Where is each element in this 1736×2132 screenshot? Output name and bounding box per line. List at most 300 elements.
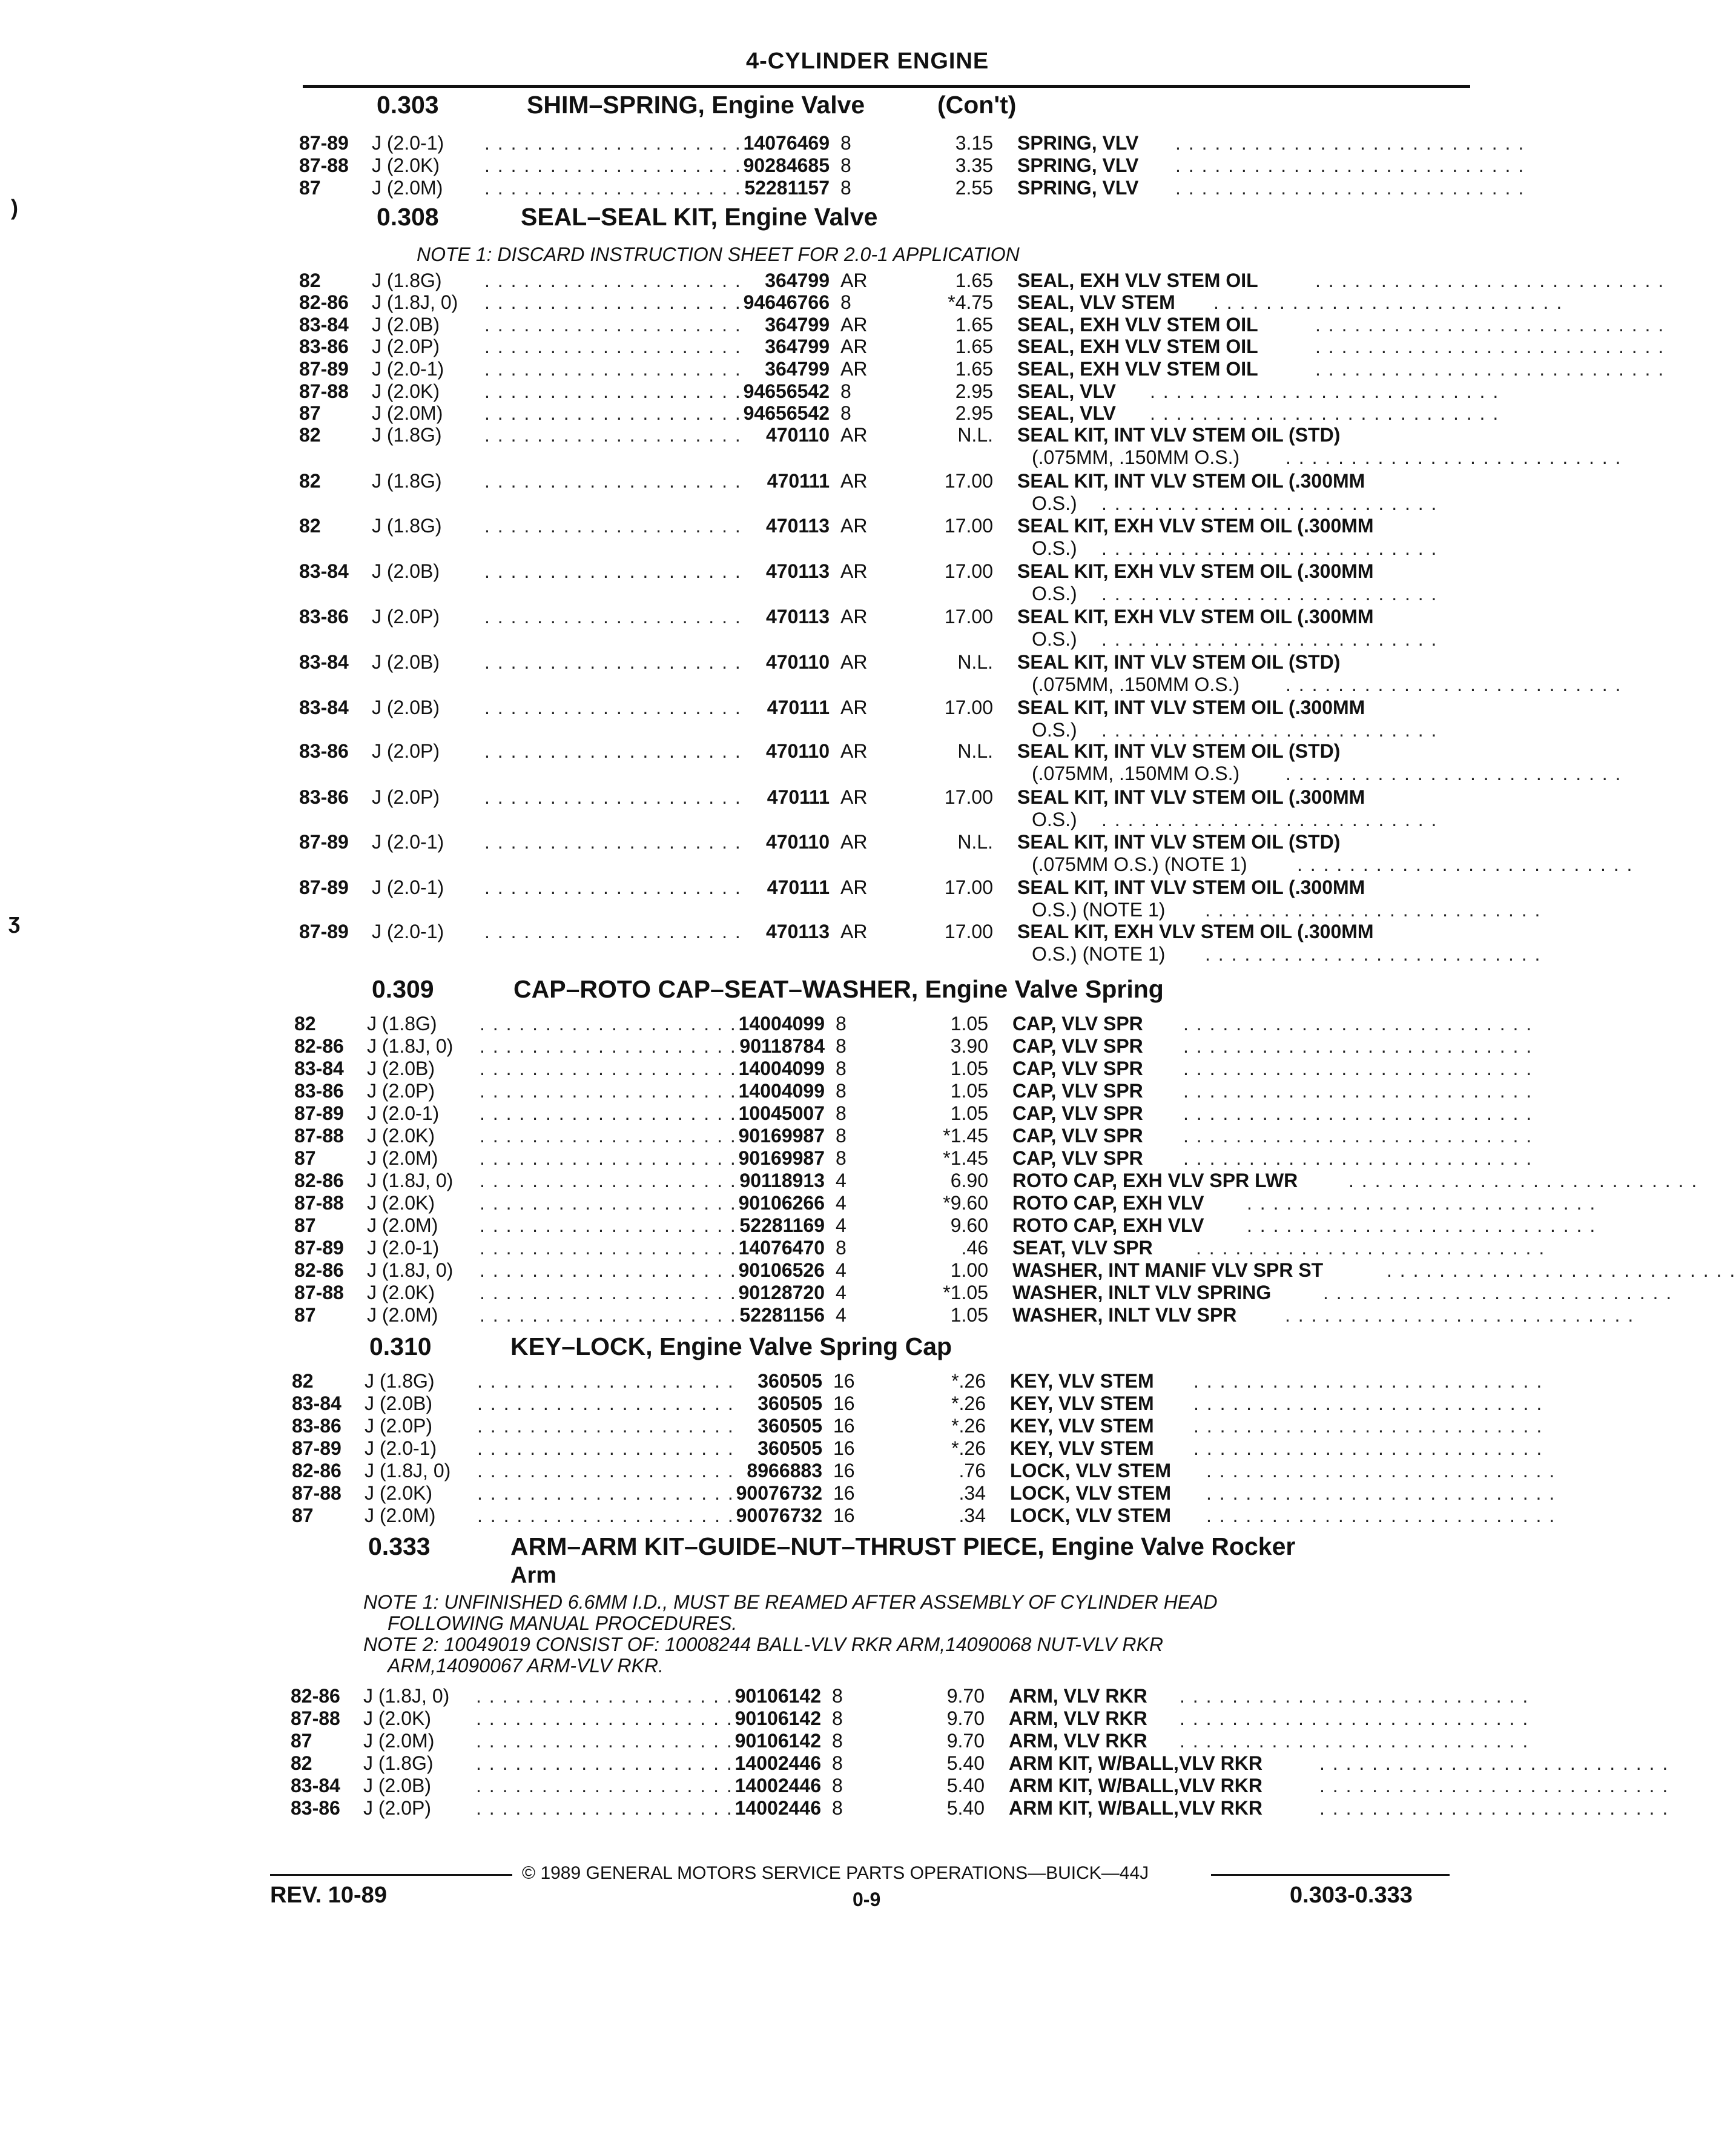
model-year: 87: [291, 1730, 312, 1752]
dot-leader: . . . . . . . . . . . . . . . . . . . .: [480, 1192, 737, 1214]
part-description: SEAL KIT, EXH VLV STEM OIL (.300MM: [1017, 921, 1374, 942]
dot-leader: . . . . . . . . . . . . . . . . . . . . . . . . . .: [1101, 583, 1438, 604]
description-continuation: O.S.): [1032, 809, 1077, 830]
part-description: SEAL, EXH VLV STEM OIL: [1017, 314, 1258, 336]
dot-leader: . . . . . . . . . . . . . . . . . . . .: [484, 132, 742, 154]
part-number: 94646766: [743, 291, 830, 313]
part-description: SEAL, VLV: [1017, 402, 1116, 424]
table-row: [0, 1237, 1546, 1259]
table-row: [0, 424, 1531, 446]
dot-leader: . . . . . . . . . . . . . . . . . . . .: [480, 1013, 737, 1035]
dot-leader: . . . . . . . . . . . . . . . . . . . . . . . . . . .: [1247, 1214, 1597, 1236]
part-number: 360505: [757, 1437, 822, 1459]
dot-leader: . . . . . . . . . . . . . . . . . . . .: [484, 402, 742, 424]
dot-leader: . . . . . . . . . . . . . . . . . . . .: [477, 1415, 734, 1437]
quantity: AR: [840, 336, 868, 357]
part-number: 52281157: [744, 177, 830, 199]
description-continuation: O.S.): [1032, 719, 1077, 741]
unit-price: 9.60: [950, 1214, 988, 1236]
section-title-suffix: (Con't): [937, 91, 1017, 119]
description-continuation: O.S.): [1032, 537, 1077, 559]
quantity: AR: [840, 560, 868, 582]
table-row: [0, 1147, 1531, 1170]
unit-price: 1.05: [950, 1304, 988, 1326]
part-number: 470111: [767, 470, 830, 492]
unit-price: 17.00: [944, 921, 993, 942]
dot-leader: . . . . . . . . . . . . . . . . . . . . . . . . . .: [1285, 763, 1622, 784]
model-year: 83-84: [299, 697, 349, 718]
dot-leader: . . . . . . . . . . . . . . . . . . . .: [484, 291, 742, 313]
dot-leader: . . . . . . . . . . . . . . . . . . . . . . . . . . .: [1175, 177, 1525, 199]
part-description: SPRING, VLV: [1017, 154, 1139, 176]
table-row: [0, 1125, 1531, 1147]
quantity: AR: [840, 740, 868, 762]
part-number: 14002446: [734, 1797, 821, 1819]
table-row: [0, 402, 1531, 425]
part-description: LOCK, VLV STEM: [1010, 1482, 1172, 1504]
unit-price: *4.75: [948, 291, 993, 313]
dot-leader: . . . . . . . . . . . . . . . . . . . . . . . . . . .: [1183, 1080, 1533, 1102]
unit-price: .76: [959, 1460, 986, 1481]
part-number: 90106526: [738, 1259, 825, 1281]
model-year: 87-89: [299, 831, 349, 853]
model-year: 87-89: [299, 132, 349, 154]
quantity: AR: [840, 921, 868, 942]
part-number: 90076732: [736, 1482, 822, 1504]
section-title: ARM–ARM KIT–GUIDE–NUT–THRUST PIECE, Engine Valve Rocker: [510, 1532, 1296, 1560]
model-year: 82-86: [294, 1259, 344, 1281]
section-number: 0.309: [372, 975, 434, 1003]
application: J (2.0K): [367, 1282, 435, 1303]
part-number: 94656542: [743, 380, 830, 402]
unit-price: 9.70: [946, 1685, 985, 1707]
model-year: 87-89: [292, 1437, 342, 1459]
application: J (2.0K): [372, 380, 440, 402]
application: J (2.0K): [367, 1125, 435, 1147]
section-note: NOTE 2: 10049019 CONSIST OF: 10008244 BALL-VLV RKR ARM,14090068 NUT-VLV RKR: [363, 1634, 1163, 1655]
part-description: KEY, VLV STEM: [1010, 1392, 1154, 1414]
unit-price: 9.70: [946, 1707, 985, 1729]
model-year: 87: [292, 1505, 314, 1526]
model-year: 87: [299, 177, 321, 199]
application: J (2.0-1): [365, 1437, 437, 1459]
model-year: 82: [299, 270, 321, 291]
part-number: 470113: [765, 515, 830, 537]
section-title: CAP–ROTO CAP–SEAT–WASHER, Engine Valve Spring: [513, 975, 1164, 1003]
unit-price: 1.65: [955, 358, 993, 380]
description-continuation: O.S.): [1032, 583, 1077, 604]
section-number: 0.310: [369, 1332, 432, 1360]
quantity: AR: [840, 831, 868, 853]
unit-price: 3.90: [950, 1035, 988, 1057]
unit-price: 1.05: [950, 1058, 988, 1079]
dot-leader: . . . . . . . . . . . . . . . . . . . .: [480, 1304, 737, 1326]
application: J (2.0M): [365, 1505, 436, 1526]
model-year: 87-89: [299, 876, 349, 898]
dot-leader: . . . . . . . . . . . . . . . . . . . .: [480, 1282, 737, 1303]
application: J (2.0B): [372, 697, 440, 718]
unit-price: 3.15: [955, 132, 993, 154]
dot-leader: . . . . . . . . . . . . . . . . . . . . . . . . . . .: [1183, 1035, 1533, 1057]
dot-leader: . . . . . . . . . . . . . . . . . . . . . . . . . . .: [1196, 1237, 1546, 1259]
table-row: [0, 470, 1531, 492]
unit-price: 2.95: [955, 402, 993, 424]
part-description: ROTO CAP, EXH VLV SPR LWR: [1012, 1170, 1298, 1191]
dot-leader: . . . . . . . . . . . . . . . . . . . .: [476, 1775, 733, 1796]
table-row: [0, 651, 1531, 674]
description-continuation: O.S.) (NOTE 1): [1032, 943, 1166, 965]
dot-leader: . . . . . . . . . . . . . . . . . . . . . . . . . . .: [1180, 1730, 1530, 1752]
dot-leader: . . . . . . . . . . . . . . . . . . . .: [484, 424, 742, 446]
dot-leader: . . . . . . . . . . . . . . . . . . . .: [484, 270, 742, 291]
section-number: 0.333: [368, 1532, 431, 1560]
dot-leader: . . . . . . . . . . . . . . . . . . . . . . . . . .: [1101, 809, 1438, 830]
model-year: 83-84: [299, 560, 349, 582]
unit-price: 1.65: [955, 270, 993, 291]
quantity: 8: [836, 1102, 847, 1124]
model-year: 83-86: [299, 740, 349, 762]
section-note: NOTE 1: UNFINISHED 6.6MM I.D., MUST BE REAMED AFTER ASSEMBLY OF CYLINDER HEAD: [363, 1591, 1218, 1613]
application: J (2.0M): [367, 1214, 438, 1236]
quantity: 16: [833, 1482, 855, 1504]
dot-leader: . . . . . . . . . . . . . . . . . . . . . . . . . .: [1101, 719, 1438, 741]
section-number: 0.308: [377, 203, 439, 231]
part-description: WASHER, INT MANIF VLV SPR ST: [1012, 1259, 1324, 1281]
part-number: 470110: [765, 651, 830, 673]
description-continuation: (.075MM O.S.) (NOTE 1): [1032, 853, 1247, 875]
table-row: [0, 740, 1531, 763]
model-year: 83-86: [294, 1080, 344, 1102]
table-row: [0, 1013, 1531, 1035]
dot-leader: . . . . . . . . . . . . . . . . . . . .: [484, 515, 742, 537]
model-year: 87-88: [299, 154, 349, 176]
application: J (2.0M): [367, 1147, 438, 1169]
dot-leader: . . . . . . . . . . . . . . . . . . . .: [477, 1370, 734, 1392]
dot-leader: . . . . . . . . . . . . . . . . . . . .: [484, 697, 742, 718]
dot-leader: . . . . . . . . . . . . . . . . . . . .: [476, 1797, 733, 1819]
footer-rule-right: [1211, 1874, 1450, 1876]
application: J (1.8G): [367, 1013, 437, 1035]
dot-leader: . . . . . . . . . . . . . . . . . . . .: [480, 1259, 737, 1281]
dot-leader: . . . . . . . . . . . . . . . . . . . .: [480, 1214, 737, 1236]
table-row: [0, 1482, 1556, 1505]
quantity: 8: [840, 291, 851, 313]
part-description: SEAL KIT, INT VLV STEM OIL (.300MM: [1017, 876, 1365, 898]
unit-price: *9.60: [943, 1192, 988, 1214]
part-number: 90076732: [736, 1505, 822, 1526]
table-row: [0, 1214, 1597, 1237]
table-row: [0, 1259, 1736, 1282]
part-description: KEY, VLV STEM: [1010, 1370, 1154, 1392]
dot-leader: . . . . . . . . . . . . . . . . . . . . . . . . . .: [1101, 537, 1438, 559]
part-number: 14004099: [738, 1058, 825, 1079]
dot-leader: . . . . . . . . . . . . . . . . . . . . . . . . . . .: [1315, 270, 1665, 291]
application: J (1.8J, 0): [367, 1170, 454, 1191]
dot-leader: . . . . . . . . . . . . . . . . . . . . . . . . . . .: [1315, 336, 1665, 357]
part-description: CAP, VLV SPR: [1012, 1147, 1143, 1169]
table-row: [0, 876, 1531, 899]
model-year: 87-89: [294, 1102, 344, 1124]
dot-leader: . . . . . . . . . . . . . . . . . . . .: [476, 1752, 733, 1774]
quantity: AR: [840, 876, 868, 898]
quantity: 8: [836, 1125, 847, 1147]
application: J (2.0K): [372, 154, 440, 176]
unit-price: .34: [959, 1505, 986, 1526]
application: J (2.0B): [372, 651, 440, 673]
part-description: CAP, VLV SPR: [1012, 1013, 1143, 1035]
dot-leader: . . . . . . . . . . . . . . . . . . . .: [484, 606, 742, 627]
part-number: 364799: [765, 270, 830, 291]
unit-price: 17.00: [944, 876, 993, 898]
part-number: 470111: [767, 786, 830, 808]
part-number: 8966883: [747, 1460, 822, 1481]
application: J (2.0M): [372, 177, 443, 199]
dot-leader: . . . . . . . . . . . . . . . . . . . . . . . . . . .: [1319, 1775, 1669, 1796]
quantity: AR: [840, 786, 868, 808]
unit-price: *1.45: [943, 1125, 988, 1147]
application: J (2.0P): [363, 1797, 432, 1819]
quantity: 8: [836, 1058, 847, 1079]
model-year: 87-89: [299, 358, 349, 380]
part-number: 470111: [767, 697, 830, 718]
model-year: 87-89: [294, 1237, 344, 1259]
dot-leader: . . . . . . . . . . . . . . . . . . . .: [476, 1707, 733, 1729]
application: J (1.8G): [372, 424, 442, 446]
table-row: [0, 1080, 1531, 1102]
quantity: 8: [832, 1752, 843, 1774]
part-description: SEAL, VLV STEM: [1017, 291, 1175, 313]
dot-leader: . . . . . . . . . . . . . . . . . . . . . . . . . . .: [1206, 1505, 1556, 1526]
header-rule: [303, 85, 1470, 88]
unit-price: 5.40: [946, 1775, 985, 1796]
part-description: SEAL KIT, INT VLV STEM OIL (.300MM: [1017, 697, 1365, 718]
part-number: 470113: [765, 606, 830, 627]
table-row: [0, 1437, 1543, 1460]
quantity: 4: [836, 1282, 847, 1303]
part-description: CAP, VLV SPR: [1012, 1035, 1143, 1057]
model-year: 82: [299, 470, 321, 492]
dot-leader: . . . . . . . . . . . . . . . . . . . .: [484, 470, 742, 492]
table-row: [0, 831, 1531, 853]
part-number: 90106142: [734, 1730, 821, 1752]
application: J (2.0M): [367, 1304, 438, 1326]
dot-leader: . . . . . . . . . . . . . . . . . . . . . . . . . . .: [1247, 1192, 1597, 1214]
model-year: 82-86: [291, 1685, 340, 1707]
unit-price: 17.00: [944, 786, 993, 808]
unit-price: 1.00: [950, 1259, 988, 1281]
part-number: 90106142: [734, 1685, 821, 1707]
application: J (2.0B): [367, 1058, 435, 1079]
quantity: AR: [840, 515, 868, 537]
dot-leader: . . . . . . . . . . . . . . . . . . . . . . . . . . .: [1315, 314, 1665, 336]
dot-leader: . . . . . . . . . . . . . . . . . . . . . . . . . .: [1205, 899, 1542, 921]
part-description: SEAL KIT, EXH VLV STEM OIL (.300MM: [1017, 606, 1374, 627]
dot-leader: . . . . . . . . . . . . . . . . . . . . . . . . . . .: [1180, 1685, 1530, 1707]
table-row: [0, 291, 1563, 314]
dot-leader: . . . . . . . . . . . . . . . . . . . . . . . . . . .: [1183, 1125, 1533, 1147]
application: J (1.8J, 0): [367, 1259, 454, 1281]
table-row: [0, 1797, 1669, 1819]
dot-leader: . . . . . . . . . . . . . . . . . . . .: [477, 1437, 734, 1459]
table-row: [0, 1415, 1543, 1437]
table-row: [0, 1058, 1531, 1080]
unit-price: N.L.: [957, 831, 993, 853]
dot-leader: . . . . . . . . . . . . . . . . . . . . . . . . . .: [1297, 853, 1634, 875]
table-row: [0, 786, 1531, 809]
dot-leader: . . . . . . . . . . . . . . . . . . . . . . . . . . .: [1213, 291, 1563, 313]
part-number: 10045007: [738, 1102, 825, 1124]
part-description: SEAL KIT, INT VLV STEM OIL (STD): [1017, 424, 1341, 446]
unit-price: *.26: [951, 1437, 986, 1459]
table-row: [0, 1685, 1531, 1707]
application: J (2.0B): [363, 1775, 432, 1796]
part-description: WASHER, INLT VLV SPRING: [1012, 1282, 1272, 1303]
dot-leader: . . . . . . . . . . . . . . . . . . . . . . . . . . .: [1319, 1752, 1669, 1774]
quantity: 16: [833, 1505, 855, 1526]
part-description: KEY, VLV STEM: [1010, 1415, 1154, 1437]
model-year: 82: [299, 424, 321, 446]
unit-price: 5.40: [946, 1797, 985, 1819]
part-number: 90118913: [739, 1170, 825, 1191]
application: J (1.8J, 0): [367, 1035, 454, 1057]
dot-leader: . . . . . . . . . . . . . . . . . . . .: [480, 1125, 737, 1147]
model-year: 83-86: [299, 606, 349, 627]
unit-price: 1.65: [955, 314, 993, 336]
dot-leader: . . . . . . . . . . . . . . . . . . . .: [476, 1685, 733, 1707]
dot-leader: . . . . . . . . . . . . . . . . . . . . . . . . . . .: [1193, 1370, 1543, 1392]
model-year: 87: [299, 402, 321, 424]
model-year: 83-84: [299, 314, 349, 336]
unit-price: 3.35: [955, 154, 993, 176]
quantity: 8: [836, 1147, 847, 1169]
section-title: SEAL–SEAL KIT, Engine Valve: [521, 203, 878, 231]
application: J (1.8G): [363, 1752, 434, 1774]
part-number: 90169987: [738, 1125, 825, 1147]
section-title: SHIM–SPRING, Engine Valve: [527, 91, 865, 119]
part-description: SPRING, VLV: [1017, 177, 1139, 199]
part-number: 360505: [757, 1370, 822, 1392]
description-continuation: O.S.) (NOTE 1): [1032, 899, 1166, 921]
application: J (2.0-1): [372, 132, 444, 154]
model-year: 87: [294, 1214, 316, 1236]
table-row: [0, 1775, 1669, 1797]
part-number: 360505: [757, 1415, 822, 1437]
dot-leader: . . . . . . . . . . . . . . . . . . . .: [477, 1482, 734, 1504]
dot-leader: . . . . . . . . . . . . . . . . . . . . . . . . . . .: [1323, 1282, 1673, 1303]
section-note: FOLLOWING MANUAL PROCEDURES.: [388, 1612, 738, 1634]
quantity: AR: [840, 606, 868, 627]
part-description: LOCK, VLV STEM: [1010, 1505, 1172, 1526]
model-year: 83-84: [291, 1775, 340, 1796]
application: J (2.0M): [372, 402, 443, 424]
page-header-title: 4-CYLINDER ENGINE: [746, 48, 989, 74]
application: J (2.0-1): [372, 831, 444, 853]
dot-leader: . . . . . . . . . . . . . . . . . . . .: [484, 651, 742, 673]
dot-leader: . . . . . . . . . . . . . . . . . . . .: [480, 1102, 737, 1124]
part-number: 364799: [765, 314, 830, 336]
table-row: [0, 515, 1531, 537]
dot-leader: . . . . . . . . . . . . . . . . . . . . . . . . . . .: [1150, 380, 1500, 402]
dot-leader: . . . . . . . . . . . . . . . . . . . .: [476, 1730, 733, 1752]
model-year: 82-86: [299, 291, 349, 313]
table-row: [0, 154, 1531, 177]
part-description: KEY, VLV STEM: [1010, 1437, 1154, 1459]
part-description: LOCK, VLV STEM: [1010, 1460, 1172, 1481]
unit-price: 17.00: [944, 515, 993, 537]
application: J (2.0P): [367, 1080, 435, 1102]
unit-price: *1.05: [943, 1282, 988, 1303]
model-year: 87-88: [294, 1282, 344, 1303]
unit-price: 2.55: [955, 177, 993, 199]
model-year: 87-88: [291, 1707, 340, 1729]
table-row: [0, 132, 1531, 154]
dot-leader: . . . . . . . . . . . . . . . . . . . .: [484, 876, 742, 898]
part-description: ARM, VLV RKR: [1009, 1730, 1147, 1752]
dot-leader: . . . . . . . . . . . . . . . . . . . .: [484, 786, 742, 808]
part-number: 470113: [765, 560, 830, 582]
dot-leader: . . . . . . . . . . . . . . . . . . . . . . . . . . .: [1175, 154, 1525, 176]
application: J (2.0K): [365, 1482, 433, 1504]
dot-leader: . . . . . . . . . . . . . . . . . . . . . . . . . . .: [1387, 1259, 1736, 1281]
table-row: [0, 560, 1531, 583]
dot-leader: . . . . . . . . . . . . . . . . . . . .: [484, 831, 742, 853]
dot-leader: . . . . . . . . . . . . . . . . . . . .: [484, 336, 742, 357]
footer-rule-left: [270, 1874, 512, 1876]
unit-price: .46: [961, 1237, 988, 1259]
quantity: AR: [840, 697, 868, 718]
part-number: 470113: [765, 921, 830, 942]
part-number: 470111: [767, 876, 830, 898]
quantity: 8: [840, 402, 851, 424]
unit-price: *.26: [951, 1370, 986, 1392]
quantity: 4: [836, 1259, 847, 1281]
dot-leader: . . . . . . . . . . . . . . . . . . . . . . . . . . .: [1183, 1058, 1533, 1079]
part-number: 14004099: [738, 1080, 825, 1102]
table-row: [0, 1752, 1669, 1775]
table-row: [0, 1035, 1531, 1058]
quantity: 8: [840, 154, 851, 176]
part-number: 90106142: [734, 1707, 821, 1729]
part-description: CAP, VLV SPR: [1012, 1125, 1143, 1147]
part-description: SEAL KIT, EXH VLV STEM OIL (.300MM: [1017, 560, 1374, 582]
part-description: ARM KIT, W/BALL,VLV RKR: [1009, 1775, 1262, 1796]
part-description: SEAL, VLV: [1017, 380, 1116, 402]
table-row: [0, 1730, 1531, 1752]
dot-leader: . . . . . . . . . . . . . . . . . . . . . . . . . . .: [1193, 1437, 1543, 1459]
section-number: 0.303: [377, 91, 439, 119]
table-row: [0, 697, 1531, 719]
quantity: 8: [832, 1707, 843, 1729]
model-year: 87-88: [294, 1125, 344, 1147]
part-number: 90106266: [738, 1192, 825, 1214]
model-year: 82-86: [292, 1460, 342, 1481]
quantity: 16: [833, 1437, 855, 1459]
table-row: [0, 1392, 1543, 1415]
quantity: 8: [836, 1237, 847, 1259]
quantity: AR: [840, 470, 868, 492]
unit-price: 6.90: [950, 1170, 988, 1191]
section-note: ARM,14090067 ARM-VLV RKR.: [388, 1655, 664, 1677]
description-continuation: (.075MM, .150MM O.S.): [1032, 446, 1240, 468]
section-range: 0.303-0.333: [1290, 1882, 1413, 1908]
application: J (1.8J, 0): [365, 1460, 451, 1481]
dot-leader: . . . . . . . . . . . . . . . . . . . . . . . . . .: [1285, 674, 1622, 695]
dot-leader: . . . . . . . . . . . . . . . . . . . .: [477, 1392, 734, 1414]
quantity: AR: [840, 651, 868, 673]
model-year: 87-88: [299, 380, 349, 402]
quantity: 4: [836, 1214, 847, 1236]
part-number: 364799: [765, 358, 830, 380]
